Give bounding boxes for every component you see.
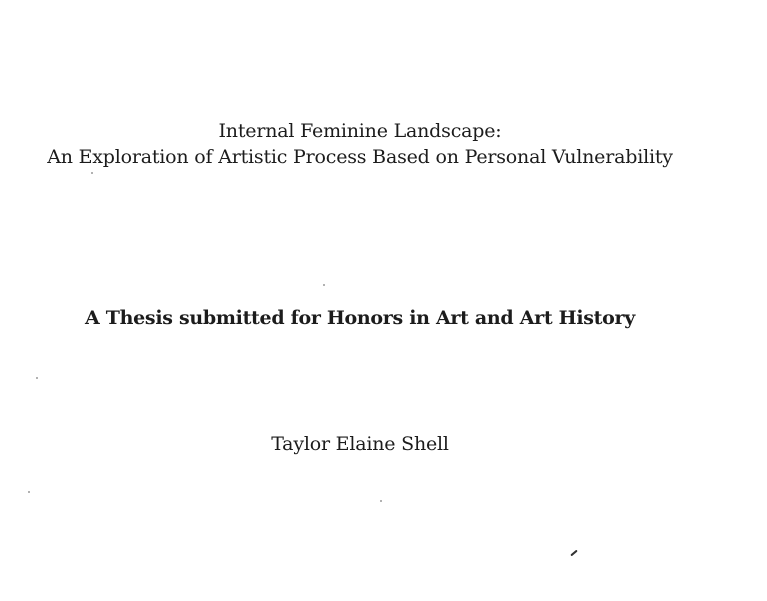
author-name: Taylor Elaine Shell — [271, 433, 449, 455]
scan-mark — [570, 550, 577, 557]
thesis-title — [0, 118, 720, 170]
scan-speck — [36, 377, 38, 379]
title-line-1: Internal Feminine Landscape: — [218, 120, 502, 142]
scan-speck — [91, 172, 93, 174]
title-line-2: An Exploration of Artistic Process Based on Personal Vulnerability — [47, 146, 673, 168]
scan-speck — [323, 284, 325, 286]
thesis-statement: A Thesis submitted for Honors in Art and Art History — [85, 307, 635, 329]
scan-speck — [28, 491, 30, 493]
scan-speck — [380, 500, 382, 502]
